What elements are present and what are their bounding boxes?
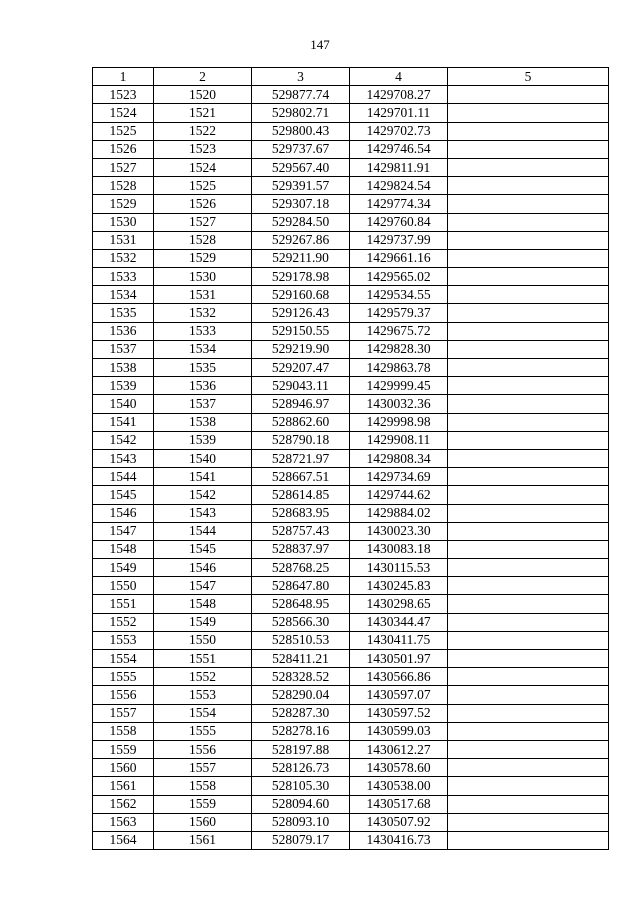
source-number-cell: 1529: [154, 249, 252, 267]
source-number-cell: 1545: [154, 540, 252, 558]
source-number-cell: 1538: [154, 413, 252, 431]
source-number-cell: 1537: [154, 395, 252, 413]
coordinates-table: [92, 67, 609, 850]
x-coordinate-cell: 528837.97: [252, 540, 350, 558]
source-number-cell: 1527: [154, 213, 252, 231]
y-coordinate-cell: 1430023.30: [350, 522, 448, 540]
x-coordinate-cell: 529802.71: [252, 104, 350, 122]
source-number-cell: 1547: [154, 577, 252, 595]
y-coordinate-cell: 1429998.98: [350, 413, 448, 431]
y-coordinate-cell: 1429811.91: [350, 158, 448, 176]
table-row: [93, 559, 609, 577]
table-row: [93, 522, 609, 540]
y-coordinate-cell: 1430578.60: [350, 759, 448, 777]
x-coordinate-cell: 528290.04: [252, 686, 350, 704]
table-body: [93, 86, 609, 850]
column-header-1: 1: [93, 68, 154, 86]
point-number-cell: 1563: [93, 813, 154, 831]
x-coordinate-cell: 528105.30: [252, 777, 350, 795]
point-number-cell: 1539: [93, 377, 154, 395]
y-coordinate-cell: 1430597.52: [350, 704, 448, 722]
note-cell: [448, 831, 609, 849]
note-cell: [448, 177, 609, 195]
point-number-cell: 1540: [93, 395, 154, 413]
x-coordinate-cell: 529307.18: [252, 195, 350, 213]
point-number-cell: 1549: [93, 559, 154, 577]
source-number-cell: 1531: [154, 286, 252, 304]
x-coordinate-cell: 529284.50: [252, 213, 350, 231]
point-number-cell: 1525: [93, 122, 154, 140]
x-coordinate-cell: 528667.51: [252, 468, 350, 486]
note-cell: [448, 449, 609, 467]
point-number-cell: 1537: [93, 340, 154, 358]
note-cell: [448, 650, 609, 668]
table-row: [93, 777, 609, 795]
table-row: [93, 449, 609, 467]
note-cell: [448, 704, 609, 722]
table-row: [93, 231, 609, 249]
point-number-cell: 1526: [93, 140, 154, 158]
note-cell: [448, 359, 609, 377]
y-coordinate-cell: 1429808.34: [350, 449, 448, 467]
y-coordinate-cell: 1430501.97: [350, 650, 448, 668]
table-row: [93, 213, 609, 231]
x-coordinate-cell: 528721.97: [252, 449, 350, 467]
source-number-cell: 1542: [154, 486, 252, 504]
x-coordinate-cell: 529391.57: [252, 177, 350, 195]
y-coordinate-cell: 1429760.84: [350, 213, 448, 231]
table-row: [93, 613, 609, 631]
source-number-cell: 1534: [154, 340, 252, 358]
note-cell: [448, 213, 609, 231]
source-number-cell: 1541: [154, 468, 252, 486]
y-coordinate-cell: 1429534.55: [350, 286, 448, 304]
y-coordinate-cell: 1429828.30: [350, 340, 448, 358]
point-number-cell: 1530: [93, 213, 154, 231]
note-cell: [448, 231, 609, 249]
source-number-cell: 1533: [154, 322, 252, 340]
source-number-cell: 1525: [154, 177, 252, 195]
source-number-cell: 1524: [154, 158, 252, 176]
point-number-cell: 1558: [93, 722, 154, 740]
note-cell: [448, 122, 609, 140]
point-number-cell: 1546: [93, 504, 154, 522]
x-coordinate-cell: 528648.95: [252, 595, 350, 613]
y-coordinate-cell: 1429999.45: [350, 377, 448, 395]
table-row: [93, 577, 609, 595]
x-coordinate-cell: 528093.10: [252, 813, 350, 831]
source-number-cell: 1561: [154, 831, 252, 849]
note-cell: [448, 486, 609, 504]
note-cell: [448, 413, 609, 431]
y-coordinate-cell: 1430344.47: [350, 613, 448, 631]
x-coordinate-cell: 529160.68: [252, 286, 350, 304]
note-cell: [448, 377, 609, 395]
table-row: [93, 740, 609, 758]
point-number-cell: 1551: [93, 595, 154, 613]
point-number-cell: 1532: [93, 249, 154, 267]
y-coordinate-cell: 1429746.54: [350, 140, 448, 158]
point-number-cell: 1559: [93, 740, 154, 758]
source-number-cell: 1543: [154, 504, 252, 522]
x-coordinate-cell: 528126.73: [252, 759, 350, 777]
point-number-cell: 1544: [93, 468, 154, 486]
y-coordinate-cell: 1430538.00: [350, 777, 448, 795]
y-coordinate-cell: 1429734.69: [350, 468, 448, 486]
table-row: [93, 431, 609, 449]
source-number-cell: 1560: [154, 813, 252, 831]
point-number-cell: 1560: [93, 759, 154, 777]
point-number-cell: 1527: [93, 158, 154, 176]
x-coordinate-cell: 528287.30: [252, 704, 350, 722]
x-coordinate-cell: 529800.43: [252, 122, 350, 140]
y-coordinate-cell: 1429708.27: [350, 86, 448, 104]
table-row: [93, 340, 609, 358]
point-number-cell: 1557: [93, 704, 154, 722]
note-cell: [448, 559, 609, 577]
note-cell: [448, 504, 609, 522]
note-cell: [448, 777, 609, 795]
table-row: [93, 195, 609, 213]
y-coordinate-cell: 1430245.83: [350, 577, 448, 595]
point-number-cell: 1561: [93, 777, 154, 795]
note-cell: [448, 195, 609, 213]
table-row: [93, 831, 609, 849]
note-cell: [448, 104, 609, 122]
point-number-cell: 1534: [93, 286, 154, 304]
point-number-cell: 1533: [93, 268, 154, 286]
x-coordinate-cell: 528566.30: [252, 613, 350, 631]
note-cell: [448, 395, 609, 413]
column-header-4: 4: [350, 68, 448, 86]
source-number-cell: 1539: [154, 431, 252, 449]
table-row: [93, 413, 609, 431]
x-coordinate-cell: 528647.80: [252, 577, 350, 595]
x-coordinate-cell: 528683.95: [252, 504, 350, 522]
point-number-cell: 1543: [93, 449, 154, 467]
source-number-cell: 1536: [154, 377, 252, 395]
table-row: [93, 650, 609, 668]
source-number-cell: 1544: [154, 522, 252, 540]
x-coordinate-cell: 528790.18: [252, 431, 350, 449]
point-number-cell: 1524: [93, 104, 154, 122]
point-number-cell: 1531: [93, 231, 154, 249]
note-cell: [448, 322, 609, 340]
x-coordinate-cell: 528757.43: [252, 522, 350, 540]
note-cell: [448, 522, 609, 540]
table-row: [93, 322, 609, 340]
table-row: [93, 504, 609, 522]
table-row: [93, 813, 609, 831]
point-number-cell: 1538: [93, 359, 154, 377]
table-row: [93, 704, 609, 722]
point-number-cell: 1541: [93, 413, 154, 431]
point-number-cell: 1564: [93, 831, 154, 849]
source-number-cell: 1554: [154, 704, 252, 722]
table-row: [93, 304, 609, 322]
table-row: [93, 486, 609, 504]
source-number-cell: 1549: [154, 613, 252, 631]
table-row: [93, 540, 609, 558]
y-coordinate-cell: 1430597.07: [350, 686, 448, 704]
x-coordinate-cell: 528411.21: [252, 650, 350, 668]
y-coordinate-cell: 1429824.54: [350, 177, 448, 195]
point-number-cell: 1529: [93, 195, 154, 213]
y-coordinate-cell: 1429908.11: [350, 431, 448, 449]
table-row: [93, 177, 609, 195]
x-coordinate-cell: 529737.67: [252, 140, 350, 158]
y-coordinate-cell: 1430416.73: [350, 831, 448, 849]
point-number-cell: 1562: [93, 795, 154, 813]
table-row: [93, 595, 609, 613]
table-row: [93, 268, 609, 286]
note-cell: [448, 268, 609, 286]
y-coordinate-cell: 1430566.86: [350, 668, 448, 686]
x-coordinate-cell: 528094.60: [252, 795, 350, 813]
table-row: [93, 668, 609, 686]
x-coordinate-cell: 528079.17: [252, 831, 350, 849]
source-number-cell: 1556: [154, 740, 252, 758]
y-coordinate-cell: 1429737.99: [350, 231, 448, 249]
source-number-cell: 1555: [154, 722, 252, 740]
note-cell: [448, 158, 609, 176]
source-number-cell: 1552: [154, 668, 252, 686]
point-number-cell: 1555: [93, 668, 154, 686]
table-row: [93, 377, 609, 395]
x-coordinate-cell: 529150.55: [252, 322, 350, 340]
source-number-cell: 1557: [154, 759, 252, 777]
x-coordinate-cell: 529877.74: [252, 86, 350, 104]
table-row: [93, 722, 609, 740]
table-row: [93, 286, 609, 304]
y-coordinate-cell: 1430517.68: [350, 795, 448, 813]
table-row: [93, 395, 609, 413]
table-row: [93, 122, 609, 140]
x-coordinate-cell: 529211.90: [252, 249, 350, 267]
point-number-cell: 1547: [93, 522, 154, 540]
point-number-cell: 1556: [93, 686, 154, 704]
x-coordinate-cell: 528614.85: [252, 486, 350, 504]
x-coordinate-cell: 529043.11: [252, 377, 350, 395]
note-cell: [448, 577, 609, 595]
source-number-cell: 1551: [154, 650, 252, 668]
table-header-row: [93, 68, 609, 86]
x-coordinate-cell: 529178.98: [252, 268, 350, 286]
point-number-cell: 1548: [93, 540, 154, 558]
x-coordinate-cell: 529126.43: [252, 304, 350, 322]
point-number-cell: 1554: [93, 650, 154, 668]
point-number-cell: 1553: [93, 631, 154, 649]
source-number-cell: 1546: [154, 559, 252, 577]
x-coordinate-cell: 529267.86: [252, 231, 350, 249]
y-coordinate-cell: 1429702.73: [350, 122, 448, 140]
point-number-cell: 1552: [93, 613, 154, 631]
y-coordinate-cell: 1430599.03: [350, 722, 448, 740]
note-cell: [448, 795, 609, 813]
column-header-3: 3: [252, 68, 350, 86]
note-cell: [448, 613, 609, 631]
table-row: [93, 86, 609, 104]
table-row: [93, 158, 609, 176]
note-cell: [448, 813, 609, 831]
point-number-cell: 1550: [93, 577, 154, 595]
column-header-2: 2: [154, 68, 252, 86]
table-row: [93, 631, 609, 649]
source-number-cell: 1535: [154, 359, 252, 377]
source-number-cell: 1521: [154, 104, 252, 122]
x-coordinate-cell: 529219.90: [252, 340, 350, 358]
table-row: [93, 686, 609, 704]
y-coordinate-cell: 1429863.78: [350, 359, 448, 377]
table-row: [93, 759, 609, 777]
table-row: [93, 104, 609, 122]
x-coordinate-cell: 528197.88: [252, 740, 350, 758]
source-number-cell: 1553: [154, 686, 252, 704]
x-coordinate-cell: 528768.25: [252, 559, 350, 577]
y-coordinate-cell: 1429579.37: [350, 304, 448, 322]
y-coordinate-cell: 1430612.27: [350, 740, 448, 758]
x-coordinate-cell: 528862.60: [252, 413, 350, 431]
y-coordinate-cell: 1430032.36: [350, 395, 448, 413]
y-coordinate-cell: 1430411.75: [350, 631, 448, 649]
point-number-cell: 1536: [93, 322, 154, 340]
source-number-cell: 1530: [154, 268, 252, 286]
table-row: [93, 359, 609, 377]
source-number-cell: 1532: [154, 304, 252, 322]
x-coordinate-cell: 528278.16: [252, 722, 350, 740]
y-coordinate-cell: 1429675.72: [350, 322, 448, 340]
x-coordinate-cell: 529207.47: [252, 359, 350, 377]
y-coordinate-cell: 1430507.92: [350, 813, 448, 831]
source-number-cell: 1526: [154, 195, 252, 213]
source-number-cell: 1558: [154, 777, 252, 795]
point-number-cell: 1535: [93, 304, 154, 322]
y-coordinate-cell: 1429701.11: [350, 104, 448, 122]
point-number-cell: 1545: [93, 486, 154, 504]
note-cell: [448, 740, 609, 758]
source-number-cell: 1520: [154, 86, 252, 104]
note-cell: [448, 340, 609, 358]
y-coordinate-cell: 1429661.16: [350, 249, 448, 267]
x-coordinate-cell: 529567.40: [252, 158, 350, 176]
y-coordinate-cell: 1430115.53: [350, 559, 448, 577]
x-coordinate-cell: 528328.52: [252, 668, 350, 686]
note-cell: [448, 759, 609, 777]
y-coordinate-cell: 1429744.62: [350, 486, 448, 504]
note-cell: [448, 595, 609, 613]
note-cell: [448, 668, 609, 686]
source-number-cell: 1523: [154, 140, 252, 158]
note-cell: [448, 431, 609, 449]
source-number-cell: 1548: [154, 595, 252, 613]
table-row: [93, 468, 609, 486]
point-number-cell: 1542: [93, 431, 154, 449]
table-row: [93, 249, 609, 267]
y-coordinate-cell: 1430298.65: [350, 595, 448, 613]
note-cell: [448, 722, 609, 740]
note-cell: [448, 540, 609, 558]
y-coordinate-cell: 1429565.02: [350, 268, 448, 286]
table-row: [93, 140, 609, 158]
x-coordinate-cell: 528510.53: [252, 631, 350, 649]
note-cell: [448, 686, 609, 704]
page-number: 147: [310, 37, 330, 52]
y-coordinate-cell: 1430083.18: [350, 540, 448, 558]
point-number-cell: 1528: [93, 177, 154, 195]
note-cell: [448, 468, 609, 486]
note-cell: [448, 249, 609, 267]
note-cell: [448, 286, 609, 304]
column-header-5: 5: [448, 68, 609, 86]
note-cell: [448, 304, 609, 322]
y-coordinate-cell: 1429774.34: [350, 195, 448, 213]
note-cell: [448, 631, 609, 649]
source-number-cell: 1540: [154, 449, 252, 467]
point-number-cell: 1523: [93, 86, 154, 104]
source-number-cell: 1528: [154, 231, 252, 249]
y-coordinate-cell: 1429884.02: [350, 504, 448, 522]
source-number-cell: 1550: [154, 631, 252, 649]
x-coordinate-cell: 528946.97: [252, 395, 350, 413]
source-number-cell: 1522: [154, 122, 252, 140]
note-cell: [448, 86, 609, 104]
note-cell: [448, 140, 609, 158]
source-number-cell: 1559: [154, 795, 252, 813]
table-row: [93, 795, 609, 813]
